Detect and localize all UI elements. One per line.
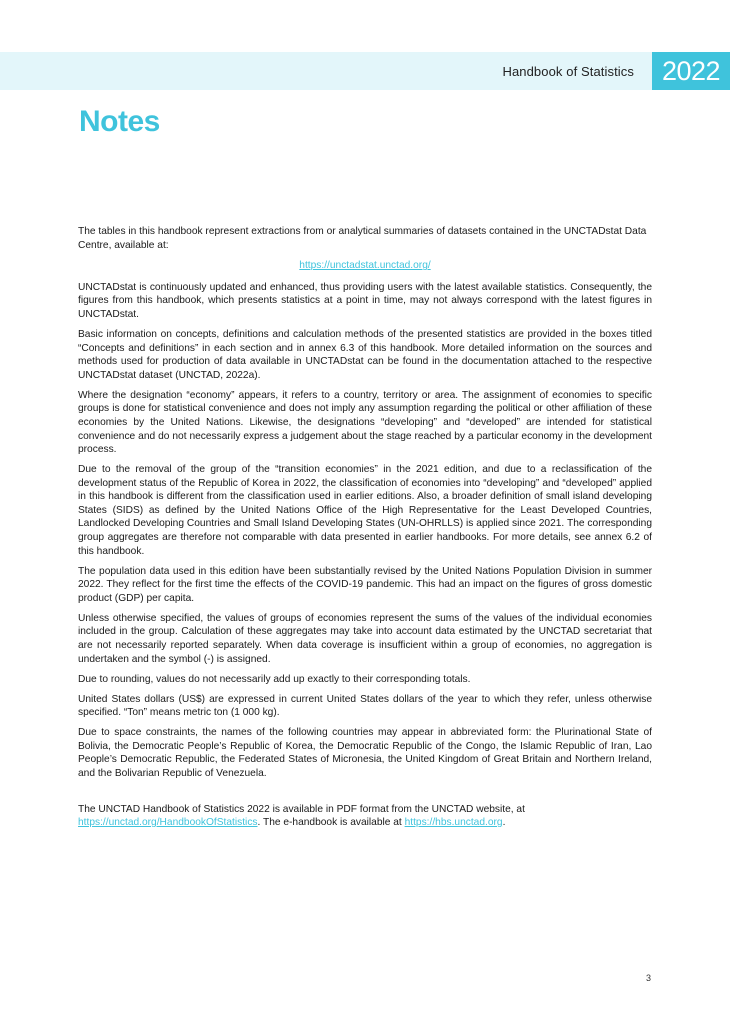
availability-text: The UNCTAD Handbook of Statistics 2022 is available in PDF format from the UNCTAD website, at: [78, 803, 525, 815]
handbook-pdf-link[interactable]: https://unctad.org/HandbookOfStatistics: [78, 817, 258, 829]
availability-text-middle: . The e-handbook is available at: [257, 817, 402, 829]
paragraph-population: The population data used in this edition have been substantially revised by the United Nations Population Division in summer 2022. They reflect for the first time the effects of the COVID-19 pandemic. This had an impact on the figures of gross domestic product (GDP) per capita.: [78, 565, 652, 604]
paragraph-abbreviations: Due to space constraints, the names of the following countries may appear in abbreviated form: the Plurinational State of Bolivia, the Democratic People’s Republic of Korea, the Democratic Republic of the Congo, the Islamic Republic of Iran, Lao People’s Democratic Republic, the Federated States of Micronesia, the United Kingdom of Great Britain and Northern Ireland, and the Bolivarian Republic of Venezuela.: [78, 727, 652, 779]
availability-text-end: .: [502, 817, 506, 829]
header-title: Handbook of Statistics: [502, 64, 634, 79]
paragraph-intro: The tables in this handbook represent extractions from or analytical summaries of datasets contained in the UNCTADstat Data Centre, available at:: [78, 226, 647, 251]
paragraph-currency: United States dollars (US$) are expressed in current United States dollars of the year to which they refer, unless otherwise specified. “Ton” means metric ton (1 000 kg).: [78, 693, 652, 719]
paragraph-updates: UNCTADstat is continuously updated and enhanced, thus providing users with the latest available statistics. Consequently, the figures from this handbook, which presents statistics at a point in time, may not always correspond with the latest figures in UNCTADstat.: [78, 281, 652, 320]
page-title: Notes: [79, 105, 160, 138]
paragraph-economy-designation: Where the designation “economy” appears, it refers to a country, territory or area. The assignment of economies to specific groups is done for statistical convenience and does not imply any assumption regarding the political or other affiliation of these economies by the United Nations. Likewise, the designations “developing” and “developed” are intended for statistical convenience and do not necessarily express a judgement about the stage reached by a particular economy in the development process.: [78, 389, 652, 456]
availability-note: [78, 803, 652, 830]
paragraph-aggregation: Unless otherwise specified, the values of groups of economies represent the sums of the values of the individual economies included in the group. Calculation of these aggregates may take into account data estimated by the UNCTAD secretariat that are not necessarily reported separately. When data coverage is insufficient within a group of economies, no aggregation is undertaken and the symbol (-) is assigned.: [78, 612, 652, 665]
page-number: 3: [646, 973, 652, 983]
paragraph-rounding: Due to rounding, values do not necessarily add up exactly to their corresponding totals.: [78, 673, 471, 685]
unctadstat-link-row: [78, 259, 652, 273]
paragraph-concepts: Basic information on concepts, definitions and calculation methods of the presented statistics are provided in the boxes titled “Concepts and definitions” in each section and in annex 6.3 of this handbook. More detailed information on the sources and methods used for production of data available in UNCTADstat can be found in the documentation attached to the respective UNCTADstat dataset (UNCTAD, 2022a).: [78, 328, 652, 381]
unctadstat-link[interactable]: https://unctadstat.unctad.org/: [299, 260, 431, 272]
ehandbook-link[interactable]: https://hbs.unctad.org: [404, 817, 503, 829]
paragraph-classification: Due to the removal of the group of the “transition economies” in the 2021 edition, and due to a reclassification of the development status of the Republic of Korea in 2022, the classification of economies into “developing” and “developed” applied in this handbook is different from the classification used in earlier editions. Also, a broader definition of small island developing States (SIDS) as defined by the United Nations Office of the High Representative for the Least Developed Countries, Landlocked Developing Countries and Small Island Developing States (UN-OHRLLS) is applied since 2021. The corresponding group aggregates are therefore not comparable with data presented in earlier handbooks. For more details, see annex 6.2 of this handbook.: [78, 464, 652, 557]
year-badge: 2022: [652, 52, 730, 90]
notes-body: [78, 225, 652, 836]
